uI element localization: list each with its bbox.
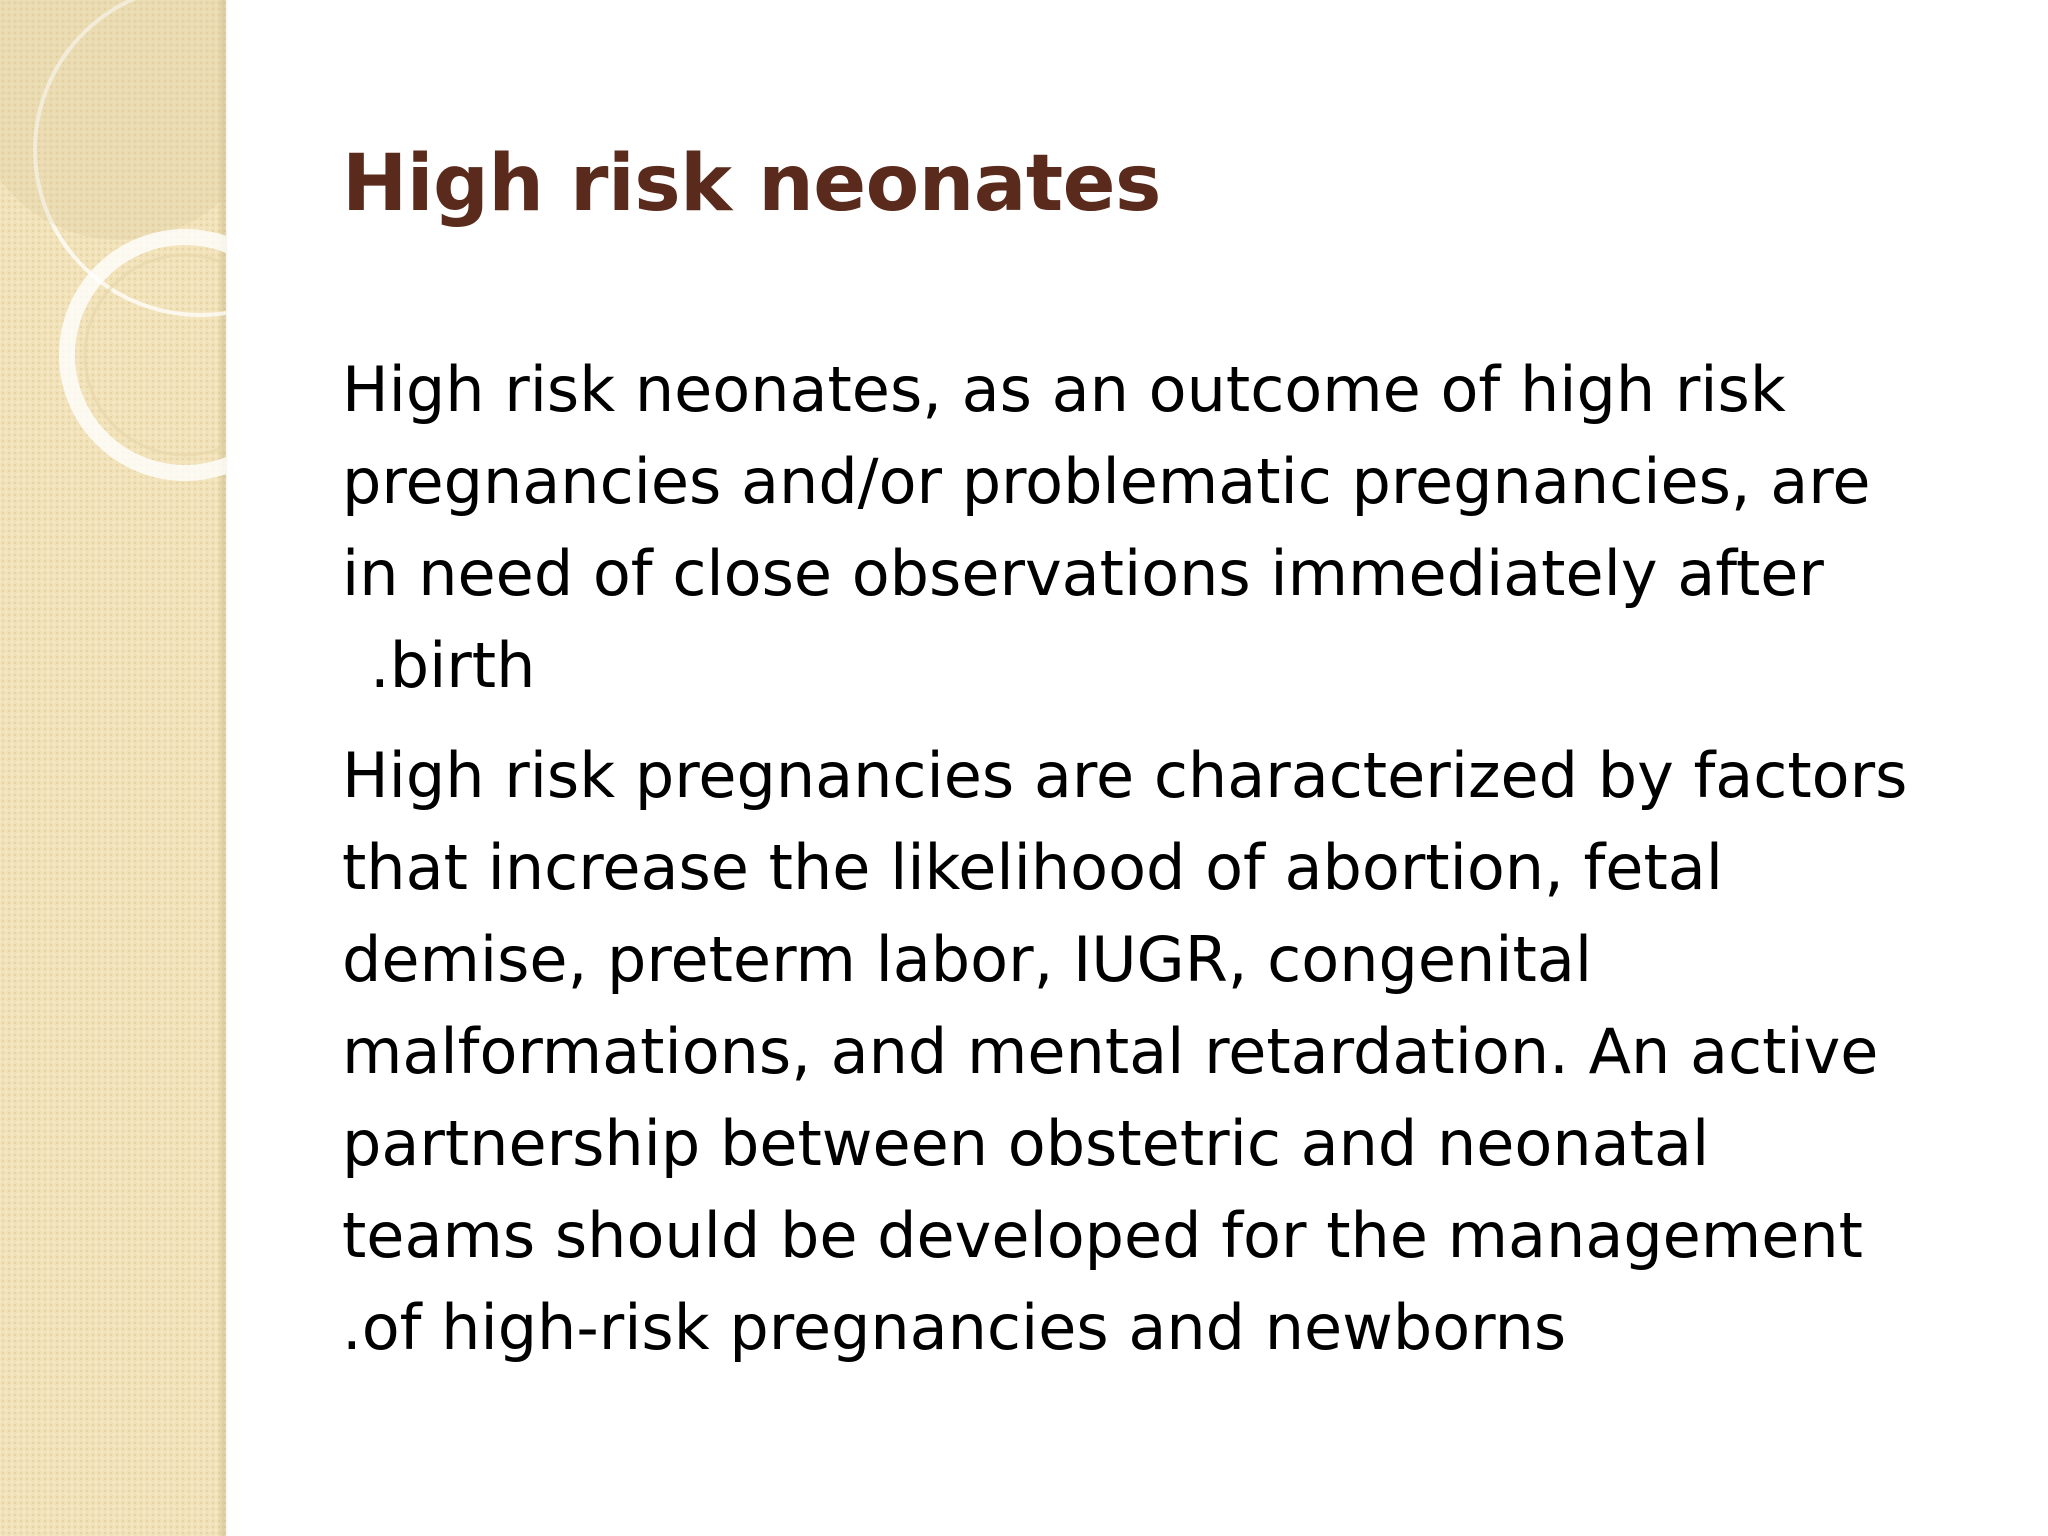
paragraph-2-line-7: .of high-risk pregnancies and newborns xyxy=(342,1291,1567,1364)
slide-body xyxy=(342,344,1962,1392)
paragraph-2-line-5: partnership between obstetric and neonatal xyxy=(342,1107,1710,1180)
paragraph-1-line-4: .birth xyxy=(370,629,536,702)
paragraph-2-line-3: demise, preterm labor, IUGR, congenital xyxy=(342,923,1593,996)
decor-ring-small xyxy=(67,237,226,473)
paragraph-1-line-1: High risk neonates, as an outcome of high risk xyxy=(342,353,1786,426)
paragraph-2-line-1: High risk pregnancies are characterized by factors xyxy=(342,739,1908,812)
slide-title: High risk neonates xyxy=(342,139,1161,229)
paragraph-1-line-2: pregnancies and/or problematic pregnancies, are xyxy=(342,445,1871,518)
paragraph-2-line-2: that increase the likelihood of abortion, fetal xyxy=(342,831,1723,904)
paragraph-2-line-4: malformations, and mental retardation. An active xyxy=(342,1015,1879,1088)
paragraph-2 xyxy=(342,730,1962,1374)
paragraph-1-line-3: in need of close observations immediately after xyxy=(342,537,1824,610)
decor-disc-large xyxy=(0,0,226,240)
paragraph-1 xyxy=(342,344,1962,712)
paragraph-2-line-6: teams should be developed for the management xyxy=(342,1199,1863,1272)
decorative-rings xyxy=(0,0,226,520)
